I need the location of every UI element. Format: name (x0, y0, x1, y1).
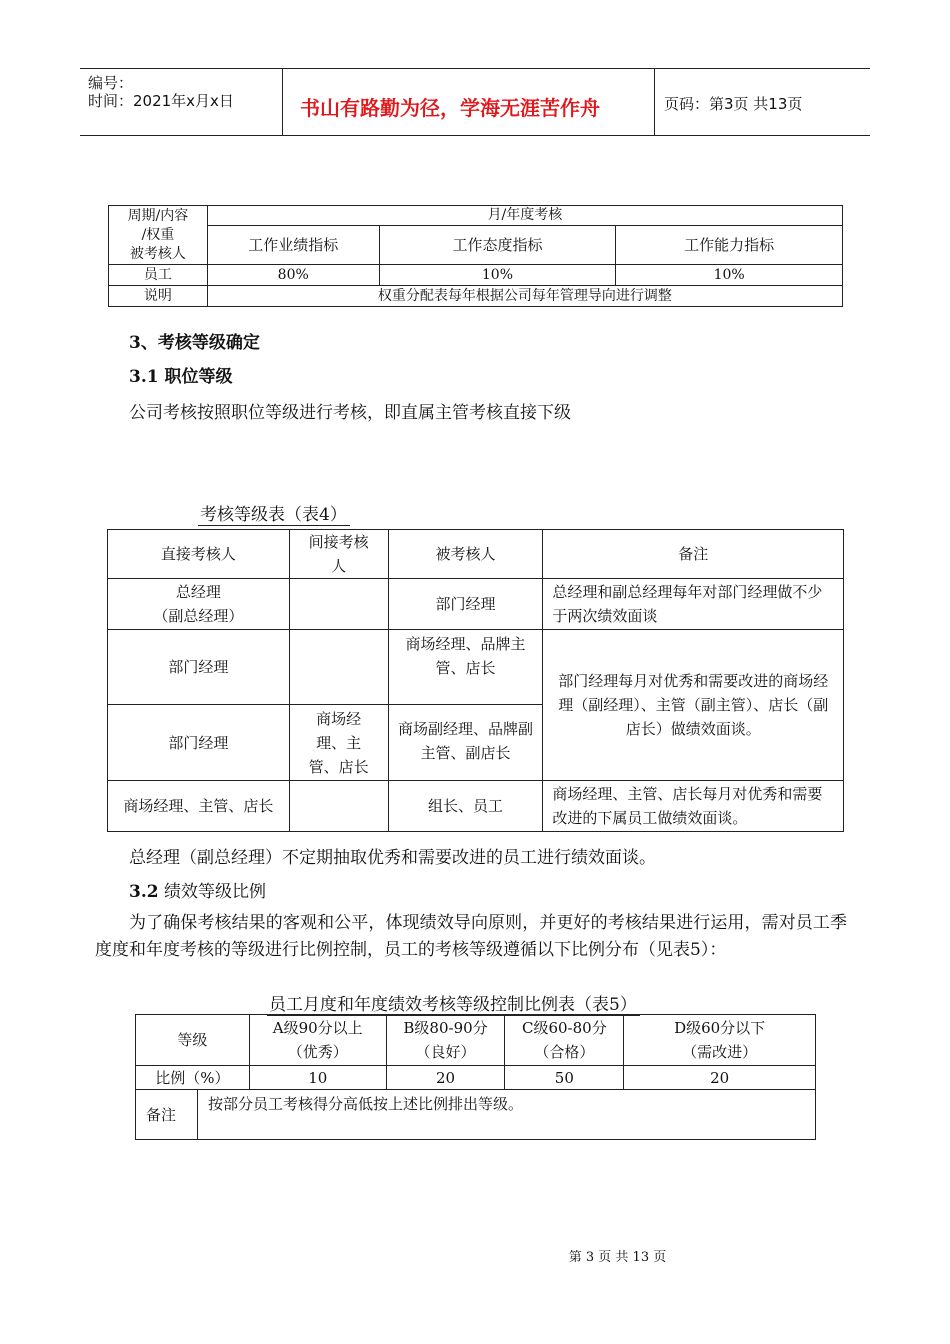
table-cell: 组长、员工 (388, 781, 543, 832)
subsection-number: 3.2 (129, 882, 159, 902)
row-label: 比例（%） (136, 1066, 250, 1090)
table-caption: 员工月度和年度绩效考核等级控制比例表（表5） (267, 990, 640, 1016)
row-label: 备注 (136, 1090, 198, 1140)
subsection-title: 3.1 职位等级 (129, 367, 233, 387)
col-header-line: 间接考核 (308, 533, 369, 551)
header-motto: 书山有路勤为径，学海无涯苦作舟 (300, 96, 600, 120)
col-header: 等级 (136, 1015, 250, 1066)
table-cell: 商场副经理、品牌副主管、副店长 (388, 705, 543, 781)
weight-value: 10% (379, 265, 616, 286)
ratio-value: 20 (386, 1066, 505, 1090)
header-time: 时间：2021年x月x日 (88, 92, 234, 110)
header-divider (654, 68, 655, 136)
header-divider (282, 68, 283, 136)
grade-label: （需改进） (682, 1043, 758, 1061)
grade-cell (505, 1015, 624, 1066)
grade-label: （良好） (415, 1043, 476, 1061)
col-header: 被考核人 (388, 530, 543, 579)
span-header: 月/年度考核 (207, 206, 842, 226)
grade-label: （优秀） (287, 1043, 348, 1061)
header-page: 页码：第3页 共13页 (664, 95, 803, 113)
grade-cell (249, 1015, 386, 1066)
col-header-line: 人 (331, 557, 347, 575)
grade-table (107, 529, 844, 832)
ratio-table (135, 1014, 816, 1140)
grade-range: B级80-90分 (403, 1019, 488, 1037)
table-cell (289, 579, 388, 630)
paragraph: 总经理（副总经理）不定期抽取优秀和需要改进的员工进行绩效面谈。 (129, 848, 656, 868)
grade-label: （合格） (534, 1043, 595, 1061)
header-number: 编号： (88, 74, 134, 92)
corner-line-a: 周期/内容 (127, 207, 189, 224)
weight-value: 80% (207, 265, 379, 286)
col-header (289, 530, 388, 579)
grade-range: C级60-80分 (521, 1019, 607, 1037)
cell-line: 总经理 (175, 583, 221, 601)
ratio-value: 10 (249, 1066, 386, 1090)
subsection-title (129, 877, 266, 902)
col-header: 备注 (543, 530, 844, 579)
corner-line-c: 被考核人 (129, 245, 186, 262)
row-label: 说明 (109, 286, 208, 307)
subsection-text: 绩效等级比例 (158, 882, 266, 902)
cell-line: （副总经理） (153, 607, 244, 625)
table-cell (289, 781, 388, 832)
grade-range: A级90分以上 (272, 1019, 363, 1037)
table-cell: 部门经理 (388, 579, 543, 630)
paragraph: 为了确保考核结果的客观和公平，体现绩效导向原则，并更好的考核结果进行运用，需对员工季度度和年度考核的等级进行比例控制，员工的考核等级遵循以下比例分布（见表5）： (95, 913, 847, 960)
corner-line-b: /权重 (141, 226, 175, 243)
header-top-rule (80, 68, 870, 69)
col-header: 工作态度指标 (379, 226, 616, 265)
weight-table (108, 205, 843, 307)
paragraph: 公司考核按照职位等级进行考核，即直属主管考核直接下级 (129, 403, 571, 423)
grade-cell (386, 1015, 505, 1066)
table-cell (108, 579, 290, 630)
table-cell: 部门经理每月对优秀和需要改进的商场经理（副经理）、主管（副主管）、店长（副店长）做绩效面谈。 (543, 630, 844, 781)
table-cell: 商场经理、品牌主管、店长 (388, 630, 543, 705)
row-label: 员工 (109, 265, 208, 286)
weight-value: 10% (616, 265, 843, 286)
table-cell: 商场经理、主管、店长每月对优秀和需要改进的下属员工做绩效面谈。 (543, 781, 844, 832)
footer-page-number: 第 3 页 共 13 页 (568, 1250, 667, 1265)
table-cell (289, 630, 388, 705)
ratio-value: 20 (624, 1066, 816, 1090)
page-footer (0, 1246, 950, 1265)
col-header: 直接考核人 (108, 530, 290, 579)
table-cell: 商场经理、主管、店长 (289, 705, 388, 781)
table-cell: 总经理和副总经理每年对部门经理做不少于两次绩效面谈 (543, 579, 844, 630)
header-bottom-rule (80, 135, 870, 136)
note-text: 按部分员工考核得分高低按上述比例排出等级。 (197, 1090, 815, 1140)
table-cell: 商场经理、主管、店长 (108, 781, 290, 832)
note-text: 权重分配表每年根据公司每年管理导向进行调整 (207, 286, 842, 307)
grade-range: D级60分以下 (674, 1019, 766, 1037)
table-caption: 考核等级表（表4） (198, 500, 350, 526)
grade-cell (624, 1015, 816, 1066)
table-cell: 部门经理 (108, 705, 290, 781)
corner-cell (109, 206, 208, 265)
col-header: 工作能力指标 (616, 226, 843, 265)
ratio-value: 50 (505, 1066, 624, 1090)
col-header: 工作业绩指标 (207, 226, 379, 265)
section-title: 3、考核等级确定 (129, 333, 260, 353)
table-cell: 部门经理 (108, 630, 290, 705)
